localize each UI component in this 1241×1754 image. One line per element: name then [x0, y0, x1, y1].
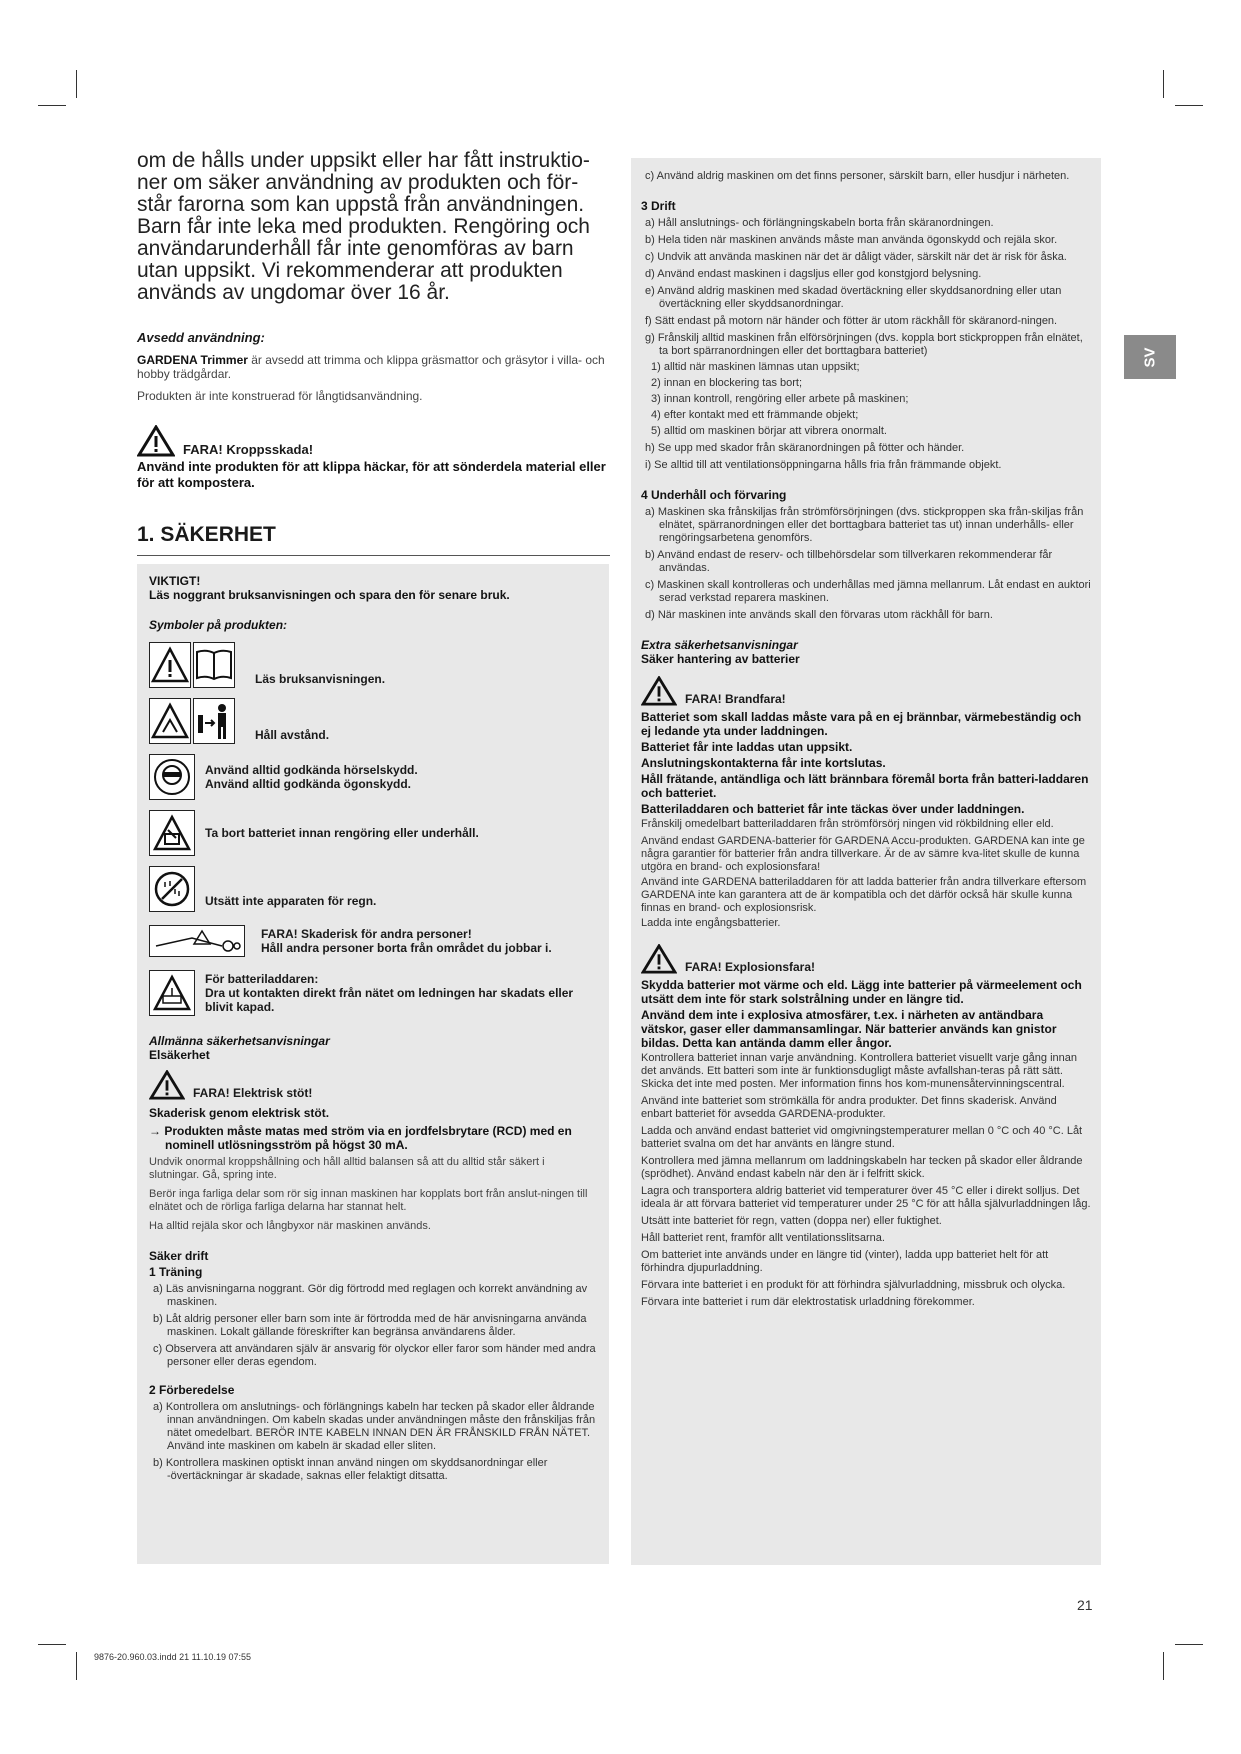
intended-use-note: Produkten är inte konstruerad för långtidsanvändning.	[137, 389, 423, 403]
symbol-row: Ta bort batteriet innan rengöring eller underhåll.	[149, 808, 597, 858]
paragraph: Frånskilj omedelbart batteriladdaren från strömförsörj ningen vid rökbildning eller eld.	[641, 818, 1054, 830]
manual-book-icon	[193, 642, 235, 688]
battery-handling-title: Säker hantering av batterier	[641, 652, 800, 666]
safety-box-left	[137, 564, 609, 1564]
maintenance-title: 4 Underhåll och förvaring	[641, 488, 787, 502]
list-item: d) När maskinen inte används skall den förvaras utom räckhåll för barn.	[645, 609, 993, 621]
safety-box-right	[631, 158, 1101, 1565]
warning-injury: FARA! Kroppsskada!	[137, 425, 610, 457]
symbol-row: Utsätt inte apparaten för regn.	[149, 864, 597, 914]
print-footer: 9876-20.960.03.indd 21 11.10.19 07:55	[94, 1652, 251, 1662]
paragraph: Använd endast GARDENA-batterier för GARDENA Accu-produkten. GARDENA kan inte ge några garantier för batterier från andra tillverkare. Är de av sämre kva-litet skulle de kunna utgöra en brand- och explosionsfara!	[641, 835, 1085, 873]
list-item: i) Se alltid till att ventilationsöppningarna hålls fria från främmande objekt.	[645, 459, 1002, 471]
list-item: c) Använd aldrig maskinen om det finns personer, särskilt barn, eller husdjur i närheten.	[645, 170, 1070, 182]
warning-injury-body: Använd inte produkten för att klippa häckar, för att sönderdela material eller för att kompostera.	[137, 459, 606, 490]
sub-item: 3) innan kontroll, rengöring eller arbete på maskinen;	[651, 393, 909, 405]
remove-battery-icon	[149, 810, 195, 856]
warning-triangle-icon	[137, 425, 175, 457]
paragraph: Berör inga farliga delar som rör sig innan maskinen har kopplats bort från anslut-ningen till elnätet och de rörliga farliga delarna har stannat helt.	[149, 1188, 588, 1213]
symbol-row: Använd alltid godkända hörselskydd. Använd alltid godkända ögonskydd.	[149, 752, 597, 802]
preparation-title: 2 Förberedelse	[149, 1383, 235, 1397]
list-item: a) Maskinen ska frånskiljas från strömförsörjningen (dvs. stickproppen ska från-skiljas från elnätet, spärranordningen eller det borttagbara batteriet tas ut) innan underhålls- eller rengöringsarbetena genomförs.	[645, 506, 1084, 544]
crop-mark	[76, 1652, 77, 1680]
warning-shock: FARA! Elektrisk stöt!	[149, 1070, 597, 1100]
symbol-row: Håll avstånd.	[149, 696, 597, 746]
keep-distance-icon	[193, 698, 235, 744]
paragraph: Använd inte batteriet som strömkälla för andra produkter. Det finns skaderisk. Använd enbart batteriet för avsedda GARDENA-produkter.	[641, 1095, 1057, 1120]
no-rain-icon	[149, 866, 195, 912]
paragraph: Undvik onormal kroppshållning och håll alltid balansen så att du alltid står säkert i slutningar. Gå, spring inte.	[149, 1156, 545, 1181]
symbols-title: Symboler på produkten:	[149, 618, 288, 632]
paragraph: Förvara inte batteriet i rum där elektrostatisk urladdning förekommer.	[641, 1296, 975, 1308]
fire-bold: Batteriladdaren och batteriet får inte täckas över under laddningen.	[641, 802, 1025, 816]
list-item: e) Använd aldrig maskinen med skadad övertäckning eller skyddsanordning eller utan övertäckning eller skyddsanordningar.	[645, 285, 1062, 310]
list-item: d) Använd endast maskinen i dagsljus eller god konstgjord belysning.	[645, 268, 982, 280]
paragraph: Ladda inte engångsbatterier.	[641, 917, 781, 929]
list-item: h) Se upp med skador från skäranordningen på fötter och händer.	[645, 442, 965, 454]
intended-use-text: GARDENA Trimmer är avsedd att trimma och klippa gräsmattor och gräsytor i villa- och hobby trädgårdar.	[137, 353, 605, 381]
crop-mark	[76, 70, 77, 98]
paragraph: Lagra och transportera aldrig batteriet vid temperaturer över 45 °C eller i direkt solljus. Det ideala är att förvara batteriet vid temperaturer under 25 °C för att hålla självurladdningen låg.	[641, 1185, 1091, 1210]
crop-mark	[1163, 1652, 1164, 1680]
paragraph: Kontrollera batteriet innan varje användning. Kontrollera batteriet visuellt varje gång innan det används. Ett batteri som inte är funktionsdugligt måste avfallshan-teras på rätt sätt. Skicka det inte med posten. Mer information finns hos kom-munensåtervinningscentral.	[641, 1052, 1077, 1090]
fire-bold: Batteriet som skall laddas måste vara på en ej brännbar, värmebeständig och ej ledande yta under laddningen.	[641, 710, 1082, 738]
symbol-row: Läs bruksanvisningen.	[149, 640, 597, 690]
list-item: b) Använd endast de reserv- och tillbehörsdelar som tillverkaren rekommenderar får användas.	[645, 549, 1053, 574]
important-label: VIKTIGT!	[149, 574, 201, 588]
warning-triangle-icon	[641, 944, 677, 974]
paragraph: Utsätt inte batteriet för regn, vatten (doppa ner) eller fuktighet.	[641, 1215, 942, 1227]
safe-operation-title: Säker drift	[149, 1249, 209, 1263]
thrown-objects-icon	[149, 925, 245, 957]
crop-mark	[1175, 1644, 1203, 1645]
paragraph: Om batteriet inte används under en längre tid (vinter), ladda upp batteriet helt för att förhindra djupurladdning.	[641, 1249, 1049, 1274]
symbol-row: För batteriladdaren: Dra ut kontakten direkt från nätet om ledningen har skadats eller blivit kapad.	[149, 968, 597, 1018]
intro-text: om de hålls under uppsikt eller har fått instruktio-ner om säker användning av produkten och för-står farorna som kan uppstå från användningen. Barn får inte leka med produkten. Rengöring och användarunderhåll får inte genomföras av barn utan uppsikt. Vi rekommenderar att produkten används av ungdomar över 16 år.	[137, 149, 590, 304]
list-item: b) Kontrollera maskinen optiskt innan använd ningen om skyddsanordningar eller -övertäckningar är skadade, saknas eller felaktigt ditsatta.	[153, 1457, 548, 1482]
charger-warning-icon	[149, 970, 195, 1016]
list-item: b) Hela tiden när maskinen används måste man använda ögonskydd och rejäla skor.	[645, 234, 1058, 246]
electrical-safety-title: Elsäkerhet	[149, 1048, 210, 1062]
list-item: c) Undvik att använda maskinen när det är dåligt väder, särskilt när det är risk för åska.	[645, 251, 1067, 263]
ear-eye-protection-icon	[149, 754, 195, 800]
list-item: a) Kontrollera om anslutnings- och förlängnings kabeln har tecken på skador eller åldrande innan användningen. Om kabeln skadas under användningen måste den frånskiljas från nätet omedelbart. BERÖR INTE KABELN INNAN DEN ÄR FRÅNSKILD FRÅN NÄTET. Använd inte maskinen om kabeln är skadad eller sliten.	[153, 1401, 596, 1452]
sub-item: 2) innan en blockering tas bort;	[651, 377, 803, 389]
warning-triangle-icon	[149, 698, 191, 744]
list-item: b) Låt aldrig personer eller barn som inte är förtrodda med de här anvisningarna använda maskinen. Lokalt gällande föreskrifter kan begränsa användarens ålder.	[153, 1313, 587, 1338]
intended-use-title: Avsedd användning:	[137, 330, 265, 345]
training-title: 1 Träning	[149, 1265, 203, 1279]
list-item: a) Håll anslutnings- och förlängningskabeln borta från skäranordningen.	[645, 217, 994, 229]
rcd-note: → Produkten måste matas med ström via en jordfelsbrytare (RCD) med en nominell utlösningsström på högst 30 mA.	[149, 1124, 572, 1152]
operation-title: 3 Drift	[641, 199, 676, 213]
paragraph: Ha alltid rejäla skor och långbyxor när maskinen används.	[149, 1220, 431, 1232]
section-title: 1. SÄKERHET	[137, 523, 610, 556]
list-item: g) Frånskilj alltid maskinen från elförsörjningen (dvs. koppla bort stickproppen från elnätet, ta bort spärranordningen eller det borttagbara batteriet)	[645, 332, 1083, 357]
list-item: c) Maskinen skall kontrolleras och underhållas med jämna mellanrum. Låt endast en auktori serad verkstad reparera maskinen.	[645, 579, 1091, 604]
fire-bold: Batteriet får inte laddas utan uppsikt.	[641, 740, 853, 754]
paragraph: Ladda och använd endast batteriet vid omgivningstemperaturer mellan 0 °C och 40 °C. Låt batteriet svalna om det har använts en längre stund.	[641, 1125, 1083, 1150]
important-text: Läs noggrant bruksanvisningen och spara den för senare bruk.	[149, 588, 510, 602]
sub-item: 4) efter kontakt med ett främmande objekt;	[651, 409, 859, 421]
explosion-bold: Skydda batterier mot värme och eld. Lägg inte batterier på värmeelement och utsätt dem inte för stark solstrålning under en längre tid.	[641, 978, 1082, 1006]
shock-subtitle: Skaderisk genom elektrisk stöt.	[149, 1106, 330, 1120]
list-item: f) Sätt endast på motorn när händer och fötter är utom räckhåll för skäranord-ningen.	[645, 315, 1058, 327]
symbol-row: FARA! Skaderisk för andra personer! Håll andra personer borta från området du jobbar i.	[149, 920, 597, 962]
explosion-bold: Använd dem inte i explosiva atmosfärer, t.ex. i närheten av antändbara vätskor, gaser eller dammansamlingar. När batterier används kan gnistor bildas. Detta kan antända damm eller ångor.	[641, 1008, 1057, 1050]
crop-mark	[38, 1644, 66, 1645]
warning-triangle-icon	[641, 676, 677, 706]
sub-item: 1) alltid när maskinen lämnas utan uppsikt;	[651, 361, 860, 373]
list-item: a) Läs anvisningarna noggrant. Gör dig förtrodd med reglagen och korrekt användning av maskinen.	[153, 1283, 588, 1308]
paragraph: Förvara inte batteriet i en produkt för att förhindra självurladdning, missbruk och olycka.	[641, 1279, 1066, 1291]
paragraph: Kontrollera med jämna mellanrum om laddningskabeln har tecken på skador eller åldrande (sprödhet). Använd endast kabeln när den är i felfritt skick.	[641, 1155, 1083, 1180]
crop-mark	[38, 105, 66, 106]
general-safety-title: Allmänna säkerhetsanvisningar	[149, 1034, 330, 1048]
warning-explosion: FARA! Explosionsfara!	[641, 944, 1091, 974]
left-column	[137, 150, 610, 556]
paragraph: Använd inte GARDENA batteriladdaren för att ladda batterier från andra tillverkare eftersom GARDENA inte kan garantera att de är kompatibla och det därför också här skulle kunna finnas en brand- och explosionsrisk.	[641, 876, 1087, 914]
warning-fire: FARA! Brandfara!	[641, 676, 1091, 706]
paragraph: Håll batteriet rent, framför allt ventilationsslitsarna.	[641, 1232, 885, 1244]
page-number: 21	[1077, 1597, 1093, 1613]
warning-triangle-icon	[149, 1070, 185, 1100]
fire-bold: Håll frätande, antändliga och lätt brännbara föremål borta från batteri-laddaren och batteriet.	[641, 772, 1089, 800]
fire-bold: Anslutningskontakterna får inte kortslutas.	[641, 756, 886, 770]
language-tab: SV	[1124, 335, 1176, 379]
crop-mark	[1175, 105, 1203, 106]
sub-item: 5) alltid om maskinen börjar att vibrera onormalt.	[651, 425, 887, 437]
crop-mark	[1163, 70, 1164, 98]
extra-safety-title: Extra säkerhetsanvisningar	[641, 638, 798, 652]
read-manual-icon	[149, 642, 191, 688]
list-item: c) Observera att användaren själv är ansvarig för olyckor eller faror som händer med andra personer eller deras egendom.	[153, 1343, 596, 1368]
